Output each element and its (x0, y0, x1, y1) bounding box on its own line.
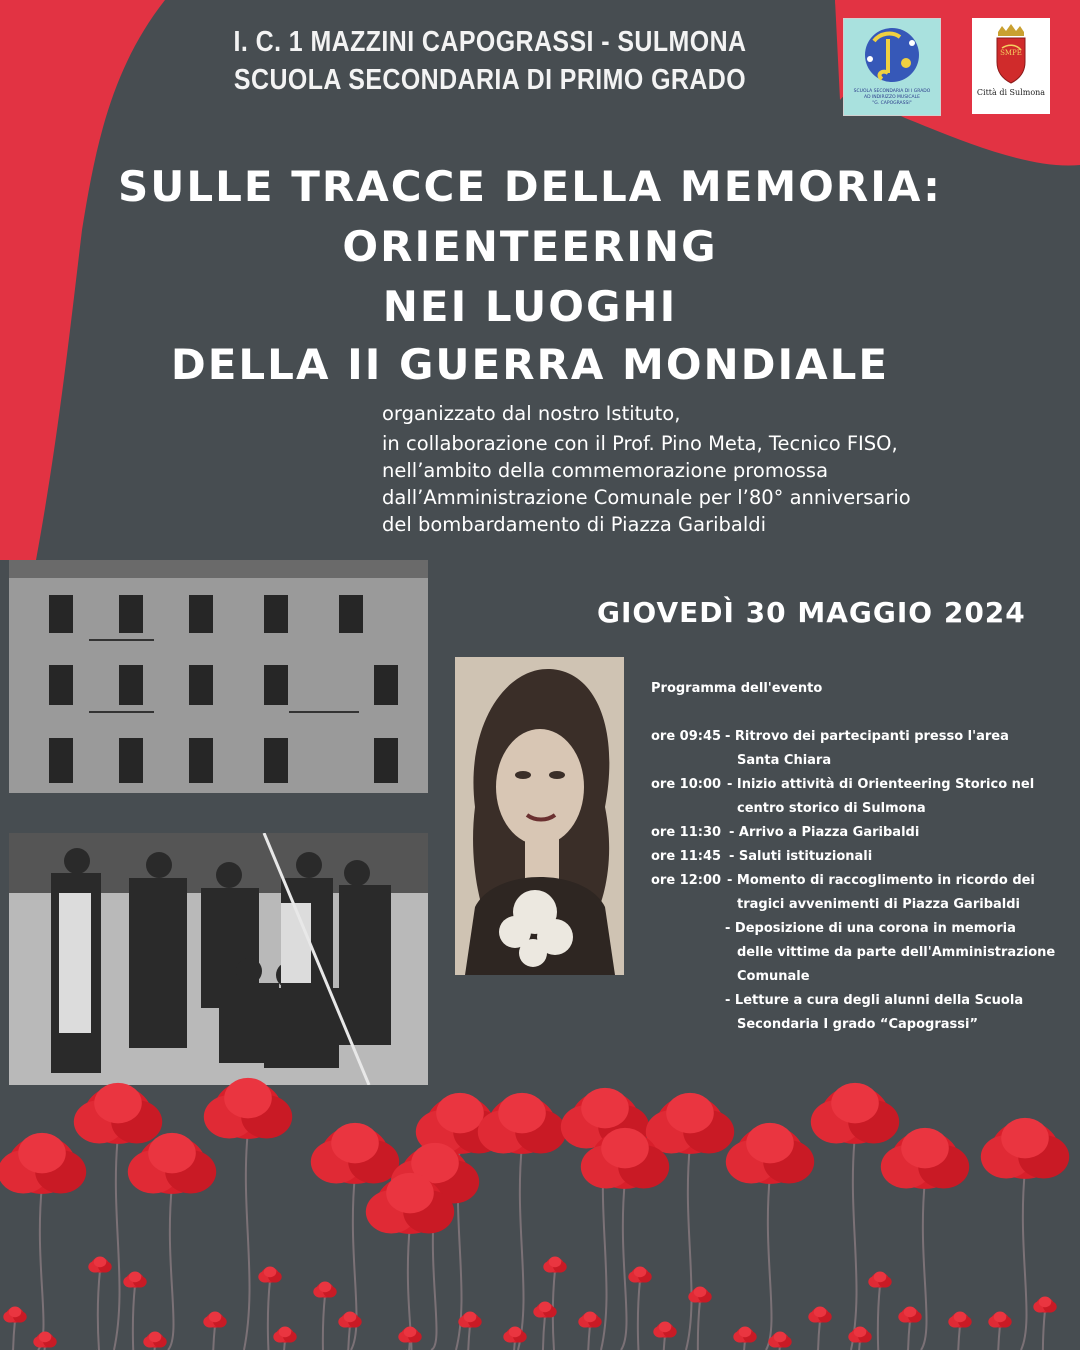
poppy-flower (258, 1266, 281, 1282)
poppy-stem (96, 1270, 102, 1350)
poppy-flower (948, 1311, 971, 1327)
poppy-flower (88, 1256, 111, 1272)
poppy-flower (3, 1306, 26, 1322)
poppy-flower (653, 1321, 676, 1337)
poppy-stem (586, 1325, 592, 1350)
poppy-stem (696, 1300, 702, 1350)
building-photo-icon (9, 560, 428, 793)
poppy-flower (503, 1326, 526, 1342)
description-line-2: in collaborazione con il Prof. Pino Meta, Tecnico FISO, (382, 432, 898, 455)
poppy-stem (921, 1180, 927, 1350)
program-title: Programma dell'evento (651, 681, 823, 696)
city-logo (972, 18, 1050, 114)
poppy-flower (898, 1306, 921, 1322)
poppy-flower (74, 1083, 162, 1144)
poppy-flower (578, 1311, 601, 1327)
school-logo (843, 18, 941, 116)
poppy-flower (733, 1326, 756, 1342)
poppy-stem (816, 1320, 822, 1350)
poppy-flower (123, 1271, 146, 1287)
poppy-flower (313, 1281, 336, 1297)
program-text-6: - Saluti istituzionali (729, 849, 873, 864)
poppy-flower (273, 1326, 296, 1342)
program-text-1: - Ritrovo dei partecipanti presso l'area (725, 729, 1009, 744)
poppy-stem (686, 1145, 692, 1350)
program-text-11: Comunale (737, 969, 810, 984)
title-line-2: ORIENTEERING (342, 222, 718, 271)
program-text-10: delle vittime da parte dell'Amministrazione (737, 945, 1056, 960)
poppy-stem (518, 1145, 524, 1350)
sulmona-coat-of-arms-icon (972, 18, 1050, 90)
program-time-5: ore 11:30 (651, 825, 722, 840)
woman-portrait-photo (455, 657, 624, 975)
poppy-stem (541, 1315, 547, 1350)
group-of-men-photo (9, 833, 428, 1085)
event-date: GIOVEDÌ 30 MAGGIO 2024 (597, 596, 1026, 629)
poppy-stem (996, 1325, 1002, 1350)
poppy-stem (956, 1325, 962, 1350)
poppy-flower (33, 1331, 56, 1347)
poppy-stem (636, 1280, 642, 1350)
title-line-4: DELLA II GUERRA MONDIALE (170, 340, 890, 389)
poppy-stem (851, 1135, 857, 1350)
program-text-2: Santa Chiara (737, 753, 832, 768)
description-line-5: del bombardamento di Piazza Garibaldi (382, 513, 767, 536)
school-name: I. C. 1 MAZZINI CAPOGRASSI - SULMONA (233, 26, 747, 58)
poppy-flower (0, 1133, 86, 1194)
historic-building-photo (9, 560, 428, 793)
emblem-text: SMPE (1000, 49, 1022, 57)
poppy-flower (203, 1311, 226, 1327)
poppy-flower (811, 1083, 899, 1144)
program-time-6: ore 11:45 (651, 849, 722, 864)
poppy-stem (766, 1175, 772, 1350)
poppy-stem (168, 1185, 174, 1350)
poppy-stem (266, 1280, 272, 1350)
school-logo-caption-1: SCUOLA SECONDARIA DI I GRADO (853, 89, 931, 94)
description-line-3: nell’ambito della commemorazione promossa (382, 459, 829, 482)
poppy-flower (478, 1093, 566, 1154)
poppy-stem (346, 1325, 352, 1350)
poppy-stem (321, 1295, 327, 1350)
poppy-flower (628, 1266, 651, 1282)
poppy-stem (621, 1180, 627, 1350)
poppy-flower (338, 1311, 361, 1327)
poppy-flower (768, 1331, 791, 1347)
school-logo-caption-3: "G. CAPOGRASSI" (872, 101, 912, 106)
poppy-flower (881, 1128, 969, 1189)
poppy-flower (143, 1331, 166, 1347)
poppy-stem (906, 1320, 912, 1350)
poppy-flower (981, 1118, 1069, 1179)
title-line-3: NEI LUOGHI (382, 282, 678, 331)
program-text-5: - Arrivo a Piazza Garibaldi (729, 825, 920, 840)
poppy-stem (1041, 1310, 1047, 1350)
school-music-logo-icon (844, 19, 940, 91)
program-text-13: Secondaria I grado “Capograssi” (737, 1017, 978, 1032)
poppy-stem (11, 1320, 17, 1350)
poppy-flower (204, 1078, 292, 1139)
program-text-12: - Letture a cura degli alunni della Scuola (725, 993, 1024, 1008)
school-level: SCUOLA SECONDARIA DI PRIMO GRADO (233, 64, 747, 96)
poppy-stem (38, 1185, 44, 1350)
poppy-flower (868, 1271, 891, 1287)
poppy-flower (311, 1123, 399, 1184)
program-time-7: ore 12:00 (651, 873, 722, 888)
program-text-9: - Deposizione di una corona in memoria (725, 921, 1016, 936)
poppy-flower (543, 1256, 566, 1272)
program-text-4: centro storico di Sulmona (737, 801, 926, 816)
program-time-1: ore 09:45 (651, 729, 722, 744)
program-text-8: tragici avvenimenti di Piazza Garibaldi (737, 897, 1020, 912)
poppy-stem (131, 1285, 137, 1350)
poppy-flower (646, 1093, 734, 1154)
description-line-1: organizzato dal nostro Istituto, (382, 402, 681, 425)
poppy-stem (244, 1130, 250, 1350)
poppy-flower (988, 1311, 1011, 1327)
poppy-flower (808, 1306, 831, 1322)
city-logo-caption: Città di Sulmona (976, 88, 1046, 97)
poppy-stem (876, 1285, 882, 1350)
program-text-7: - Momento di raccoglimento in ricordo dei (727, 873, 1035, 888)
group-photo-icon (9, 833, 428, 1085)
poppy-flower (1033, 1296, 1056, 1312)
poppy-stem (211, 1325, 217, 1350)
title-line-1: SULLE TRACCE DELLA MEMORIA: (118, 162, 942, 211)
poppy-flower (848, 1326, 871, 1342)
description-line-4: dall’Amministrazione Comunale per l’80° anniversario (382, 486, 911, 509)
portrait-photo-icon (455, 657, 624, 975)
poppy-flower (398, 1326, 421, 1342)
poppy-stem (114, 1135, 120, 1350)
red-poppies-illustration-icon (0, 1065, 1080, 1350)
program-time-3: ore 10:00 (651, 777, 722, 792)
school-logo-caption-2: AD INDIRIZZO MUSICALE (864, 95, 920, 100)
poppy-flower (726, 1123, 814, 1184)
program-text-3: - Inizio attività di Orienteering Storico nel (727, 777, 1035, 792)
poppy-stem (466, 1325, 472, 1350)
poppy-stem (1021, 1170, 1027, 1350)
